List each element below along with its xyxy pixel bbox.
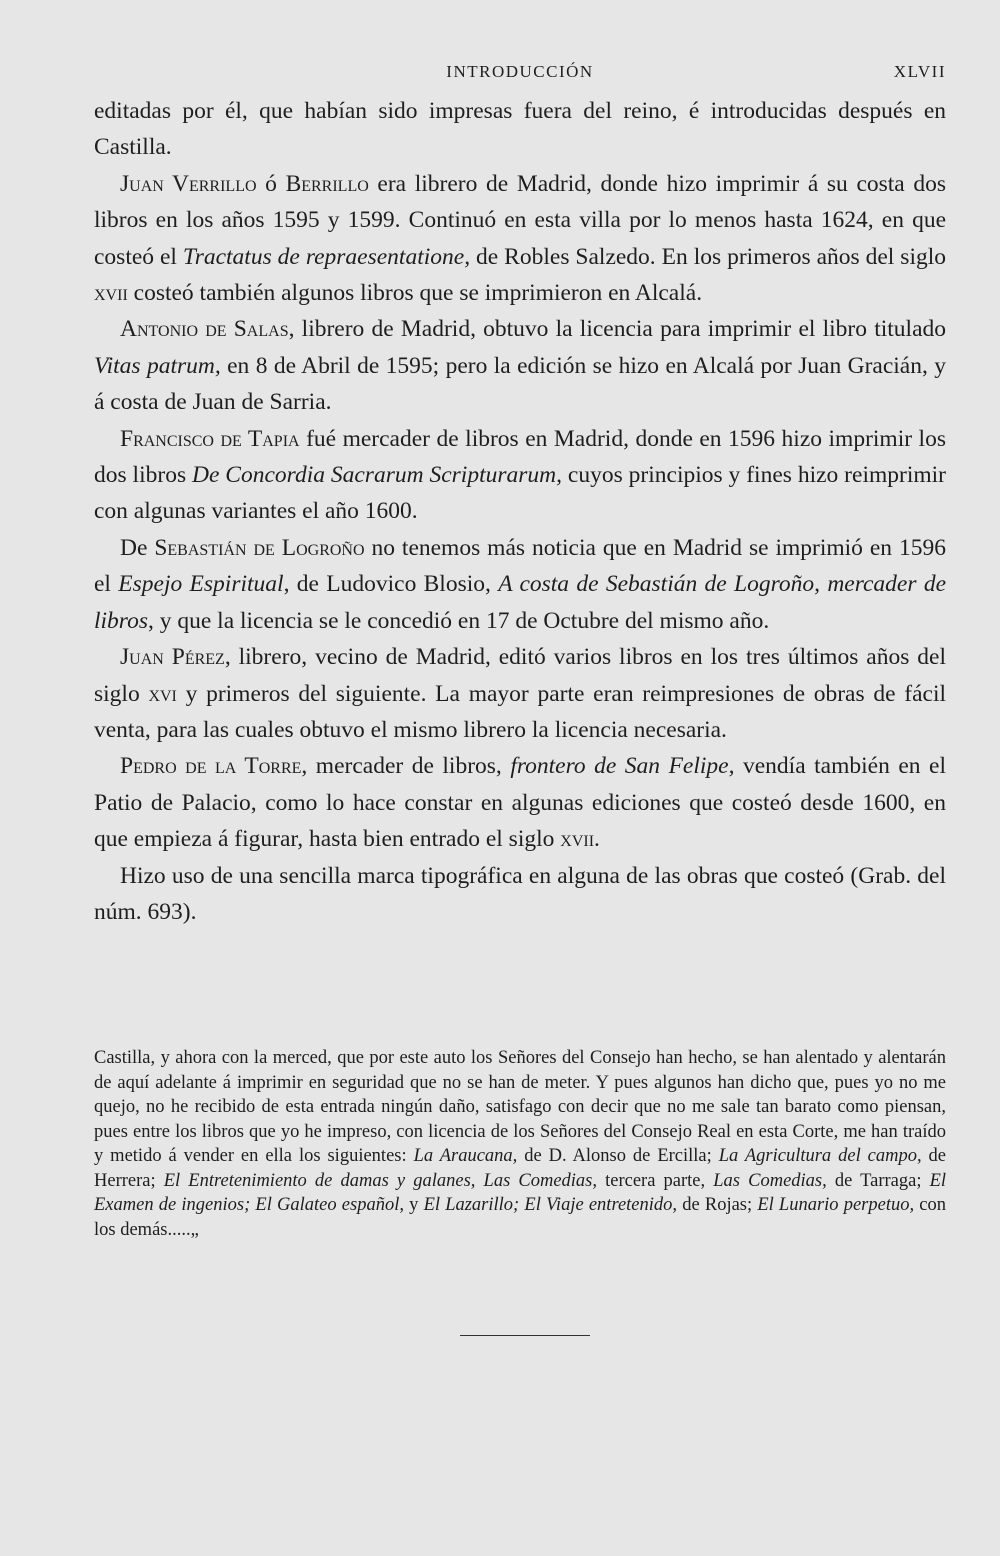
page-number: XLVII [893, 62, 946, 81]
paragraph-text: , librero, vecino de Madrid, editó varios libros en los tres últimos años del siglo [94, 644, 947, 707]
paragraph-text: , de Ludovico Blosio, [283, 571, 499, 598]
paragraph-text: costeó también algunos libros que se imprimieron en Alcalá. [127, 280, 703, 307]
footnote-book-title: El Lunario perpetuo, [757, 1195, 915, 1215]
bookseller-name: Francisco de Tapia [120, 425, 300, 452]
footnote-run: con los demás.....„ [94, 1195, 947, 1240]
bookseller-name: Sebastián de Logroño [154, 534, 365, 561]
running-title: INTRODUCCIÓN [446, 62, 594, 81]
bookseller-name: Juan Pérez [120, 644, 225, 671]
footnote-book-title: El Viaje entretenido, [524, 1195, 678, 1215]
paragraph-printer-mark: Hizo uso de una sencilla marca tipográfica en alguna de las obras que costeó (Grab. del núm. 693). [94, 862, 946, 925]
paragraph-text: fué mercader de libros en Madrid, donde en 1596 hizo imprimir los dos libros [94, 425, 946, 489]
footnote-book-title: El Galateo español, [255, 1195, 404, 1215]
shop-location: frontero de San Felipe, [510, 753, 735, 780]
paragraph-text: cuyos principios y fines hizo reimprimir con algunas variantes el año 1600. [94, 462, 946, 525]
bookseller-name: Berrillo [285, 170, 369, 197]
paragraph-text: , librero de Madrid, obtuvo la licencia para imprimir el libro titulado [288, 316, 946, 343]
book-title: Tractatus de repraesentatione, [182, 243, 471, 270]
paragraph-continued: editadas por él, que habían sido impresas fuera del reino, é introducidas después en Castilla. [94, 98, 946, 161]
paragraph-text: de Robles Salzedo. En los primeros años del siglo [470, 243, 946, 270]
paragraph-text: era librero de Madrid, donde hizo imprimir á su costa dos libros en los años 1595 y 1599. Continuó en esta villa por lo menos hasta 1624, en que costeó el [94, 170, 947, 270]
footnote [94, 1046, 946, 1242]
footnote-run: de Herrera; [94, 1146, 947, 1191]
footnote-book-title: Las Comedias, [713, 1170, 827, 1191]
imprint-statement: A costa de Sebastián de Logroño, mercader de libros [94, 571, 946, 634]
footnote-run: de Tarraga; [826, 1170, 930, 1191]
paragraph-juan-verrillo [94, 166, 946, 312]
bookseller-name: Pedro de la Torre [120, 753, 302, 780]
book-title: De Concordia Sacrarum Scripturarum, [192, 462, 563, 489]
paragraph-text: . [594, 826, 600, 853]
paragraph-text: ó [256, 170, 286, 197]
footnote-book-title: El Lazarillo; [423, 1195, 520, 1215]
footnote-book-title: El Examen de ingenios; [94, 1170, 947, 1215]
footnote-run: Castilla, y ahora con la merced, que por este auto los Señores del Consejo han hecho, se han alentado y alentarán de aquí adelante á imprimir en seguridad que no se han de meter. Y pues algunos han dicho que, pues yo no me quejo, no he recibido de esta entrada ningún daño, satisfago con decir que no me sale tan barato como piensan, pues entre los libros que yo he impreso, con licencia de los Señores del Consejo Real en esta Corte, me han traído y metido á vender en ella los siguientes: [94, 1048, 946, 1166]
footnote-run: tercera parte, [597, 1170, 714, 1191]
paragraph-text: De [120, 534, 155, 561]
footnote-run: de Rojas; [677, 1195, 758, 1215]
paragraph-text: en 8 de Abril de 1595; pero la edición se hizo en Alcalá por Juan Gracián, y á costa de Juan de Sarria. [94, 352, 946, 416]
footnote-text [94, 1046, 946, 1242]
paragraph-juan-perez [94, 639, 946, 748]
paragraph-text: , y que la licencia se le concedió en 17 de Octubre del mismo año. [147, 607, 770, 634]
footnote-book-title: El Entretenimiento de damas y galanes, [163, 1170, 476, 1191]
bookseller-name: Antonio de Salas [120, 316, 289, 343]
main-text [94, 93, 946, 930]
century-numeral: xvii [94, 280, 128, 307]
paragraph-text: no tenemos más noticia que en Madrid se imprimió en 1596 el [94, 534, 946, 598]
footnote-book-title: La Araucana, [413, 1146, 518, 1166]
book-title: Espejo Espiritual [118, 571, 284, 598]
paragraph-antonio-de-salas [94, 311, 946, 420]
century-numeral: xvi [148, 680, 177, 707]
paragraph-sebastian-de-logrono [94, 530, 946, 639]
closing-rule [460, 1335, 590, 1336]
footnote-run: de D. Alonso de Ercilla; [517, 1146, 719, 1166]
footnote-book-title: La Agricultura del campo, [718, 1146, 922, 1166]
bookseller-name: Juan Verrillo [120, 170, 257, 197]
century-numeral: xvii [560, 826, 595, 853]
paragraph-text: , mercader de libros, [301, 753, 511, 780]
page-header [94, 62, 946, 88]
paragraph-pedro-de-la-torre [94, 748, 946, 857]
footnote-run: y [403, 1195, 424, 1215]
paragraph-text: vendía también en el Patio de Palacio, como lo hace constar en algunas ediciones que costeó desde 1600, en que empieza á figurar, hasta bien entrado el siglo [94, 753, 946, 853]
footnote-book-title: Las Comedias, [483, 1170, 598, 1191]
paragraph-francisco-de-tapia [94, 421, 946, 530]
book-title: Vitas patrum, [94, 352, 221, 379]
footnote-run [475, 1171, 483, 1191]
paragraph-text: y primeros del siguiente. La mayor parte eran reimpresiones de obras de fácil venta, para las cuales obtuvo el mismo librero la licencia necesaria. [94, 680, 946, 743]
